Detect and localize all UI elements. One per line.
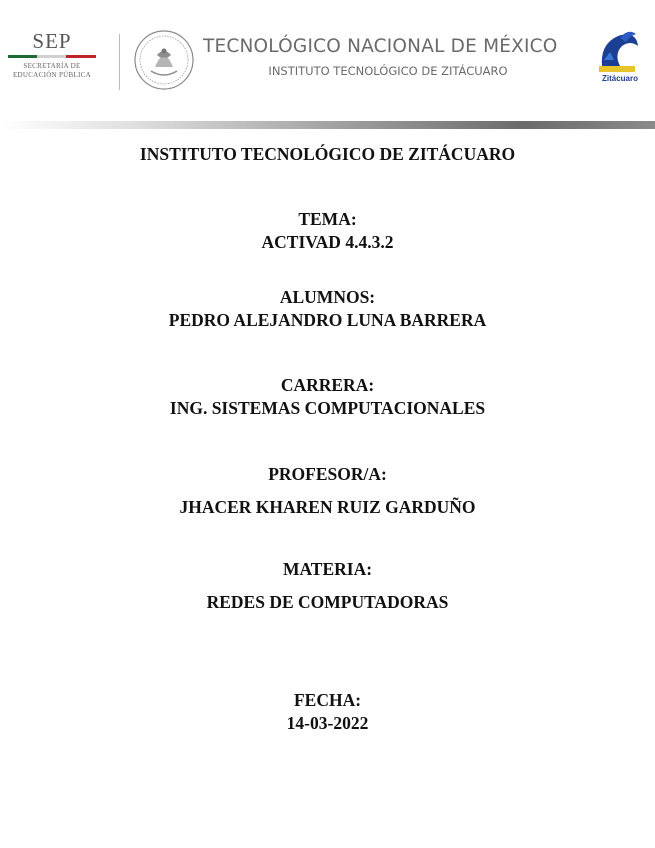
- mexico-seal-icon: [133, 27, 195, 93]
- profesor-value: JHACER KHAREN RUIZ GARDUÑO: [179, 497, 476, 517]
- fecha-label: FECHA:: [293, 690, 362, 710]
- tecnm-title: TECNOLÓGICO NACIONAL DE MÉXICO: [203, 36, 558, 57]
- alumnos-label: ALUMNOS:: [279, 287, 376, 307]
- sep-logo-subtitle-2: EDUCACIÓN PÚBLICA: [12, 71, 92, 79]
- sep-logo-subtitle-1: SECRETARÍA DE: [23, 62, 81, 70]
- tecnm-subtitle: INSTITUTO TECNOLÓGICO DE ZITÁCUARO: [268, 64, 508, 78]
- tema-value: ACTIVAD 4.4.3.2: [261, 232, 394, 252]
- institution-title: INSTITUTO TECNOLÓGICO DE ZITÁCUARO: [139, 144, 516, 164]
- alumnos-value: PEDRO ALEJANDRO LUNA BARRERA: [168, 310, 487, 330]
- header-divider: [119, 34, 120, 90]
- itz-logo-word: Zitácuaro: [601, 74, 638, 83]
- fecha-value: 14-03-2022: [286, 713, 369, 733]
- materia-label: MATERIA:: [282, 559, 373, 579]
- sep-logo: [2, 30, 102, 90]
- tema-label: TEMA:: [298, 209, 357, 229]
- materia-value: REDES DE COMPUTADORAS: [206, 592, 449, 612]
- header-gradient-bar: [0, 121, 655, 129]
- profesor-label: PROFESOR/A:: [268, 464, 387, 484]
- carrera-value: ING. SISTEMAS COMPUTACIONALES: [169, 398, 486, 418]
- carrera-label: CARRERA:: [280, 375, 375, 395]
- sep-logo-rule: [8, 55, 96, 58]
- sep-logo-word: SEP: [32, 29, 72, 53]
- page-header: [0, 0, 655, 122]
